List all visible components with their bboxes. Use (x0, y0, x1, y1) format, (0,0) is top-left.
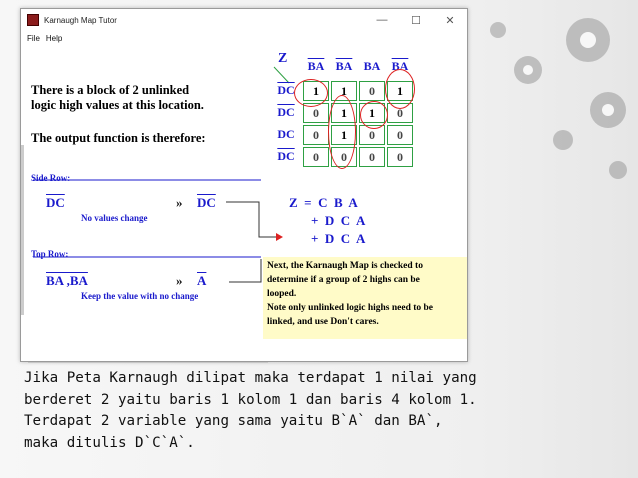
kmap-row-header: $\overline{DC}$ (277, 105, 295, 119)
hint-note-line: looped. (267, 289, 297, 299)
hint-note-line: Next, the Karnaugh Map is checked to (267, 261, 423, 271)
title-bar (21, 9, 467, 31)
message-line-1: There is a block of 2 unlinked (31, 83, 190, 97)
top-row-term: BA ,BA (46, 273, 88, 288)
message-line-2: logic high values at this location. (31, 98, 204, 112)
kmap-cell: 0 (359, 147, 385, 167)
kmap-cell: 0 (387, 125, 413, 145)
message-line-3: The output function is therefore: (31, 131, 206, 145)
kmap-loop-ring (360, 101, 388, 129)
menu-file[interactable]: File (27, 33, 40, 43)
maximize-button[interactable]: ☐ (411, 14, 421, 27)
kmap-row-header: $\overline{DC}$ (277, 149, 295, 163)
kmap-cell: 1 (387, 81, 413, 101)
kmap-cell: 0 (331, 147, 357, 167)
kmap-col-header: $\overline{BA}$ (307, 59, 325, 73)
close-button[interactable]: ✕ (445, 14, 455, 27)
side-row-arrow: » (176, 195, 183, 210)
menu-help[interactable]: Help (45, 33, 63, 43)
top-row-note: Keep the value with no change (81, 291, 199, 301)
equation-line-1: Z = C B A (289, 195, 358, 210)
top-row-label: Top Row: (31, 249, 69, 259)
top-row-arrow: » (176, 273, 183, 288)
kmap-row-header: $\overline{DC}$ (277, 83, 295, 97)
kmap-col-header: $\overline{BA}$ (391, 59, 409, 73)
karnaugh-tutor-window (20, 8, 468, 362)
equation-line-3: + D C A (311, 231, 366, 246)
side-row-result: $\overline{DC}$ (197, 195, 216, 210)
kmap-cell: 0 (303, 103, 329, 123)
kmap-corner: Z (278, 51, 288, 66)
slide-caption (24, 368, 624, 454)
kmap-cell: 1 (331, 103, 357, 123)
kmap-loop-ring (328, 95, 356, 169)
kmap-row-header: DC (277, 127, 295, 141)
equation-line-2: + D C A (311, 213, 366, 228)
menu-bar (21, 31, 467, 45)
caption-line-2: berderet 2 yaitu baris 1 kolom 1 dan baris 4 kolom 1. (24, 391, 477, 408)
kmap-cell: 1 (359, 103, 385, 123)
top-row-result: $\overline{A}$ (197, 273, 207, 288)
kmap-cell: 0 (303, 147, 329, 167)
hint-note-box (263, 257, 468, 339)
caption-line-3: Terdapat 2 variable yang sama yaitu B`A` dan BA`, (24, 413, 443, 429)
side-row-term: $\overline{DC}$ (46, 195, 65, 210)
kmap-cell: 1 (331, 81, 357, 101)
side-row-label: Side Row: (31, 173, 71, 183)
kmap-cell: 0 (359, 81, 385, 101)
kmap-col-header: $\overline{BA}$ (335, 59, 353, 73)
kmap-loop-ring (385, 69, 415, 109)
hint-note-line: linked, and use Don't cares. (267, 317, 379, 327)
kmap-cell: 0 (303, 125, 329, 145)
hint-note-line: determine if a group of 2 highs can be (267, 275, 420, 285)
kmap-loop-ring (294, 79, 328, 107)
kmap-col-header: BA (363, 59, 381, 73)
kmap-cell: 0 (387, 147, 413, 167)
kmap-cell: 1 (331, 125, 357, 145)
minimize-button[interactable]: — (376, 13, 388, 26)
kmap-cell: 1 (303, 81, 329, 101)
hint-note-line: Note only unlinked logic highs need to be (267, 303, 434, 313)
side-row-note: No values change (81, 213, 148, 223)
caption-line-4: maka ditulis D`C`A`. (24, 434, 195, 451)
window-title: Karnaugh Map Tutor (44, 15, 117, 25)
gears-decoration (468, 0, 638, 200)
kmap-cell: 0 (387, 103, 413, 123)
caption-line-1: Jika Peta Karnaugh dilipat maka terdapat 1 nilai yang (24, 370, 477, 386)
kmap-cell: 0 (359, 125, 385, 145)
app-icon (27, 14, 39, 26)
